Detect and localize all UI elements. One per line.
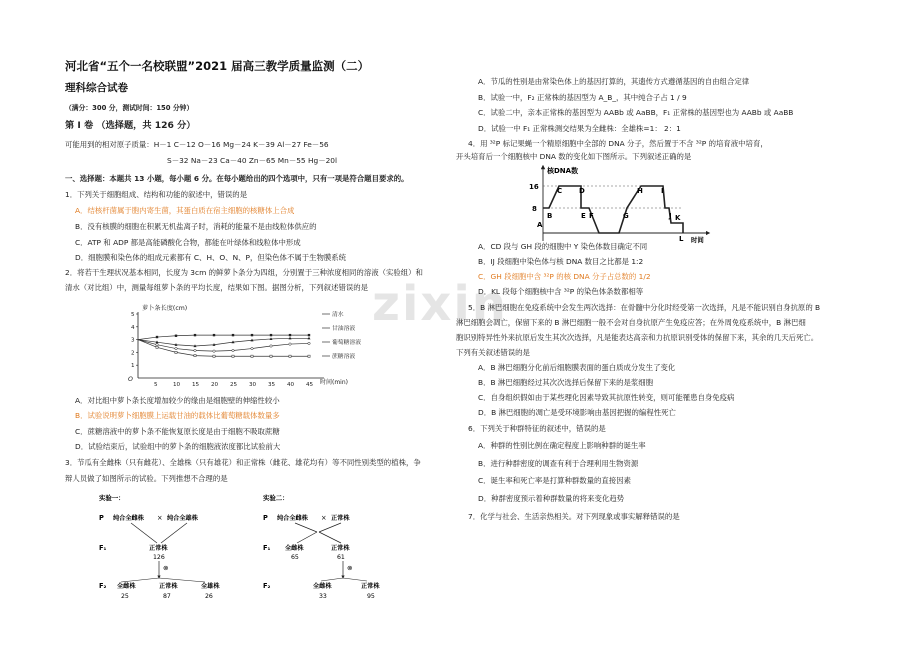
q1-option-b: B．没有核膜的细胞在积累无机盐离子时，消耗的能量不是由线粒体供应的 (75, 222, 317, 231)
chart-y-tick: 5 (131, 312, 135, 318)
q4-stem-line1: 4．用 ³²P 标记果蝇一个精原细胞中全部的 DNA 分子，然后置于不含 ³²P 的培育液中培育， (468, 139, 768, 148)
q5-stem-line3: 胞识别特异性外来抗原后发生其次次选择，凡是能表达高亲和力抗原识别受体的保留下来，其余的几天后死亡。 (456, 333, 819, 342)
data-point (251, 355, 253, 357)
q4-point-label: C (557, 187, 563, 195)
q4-x-label: 时间 (691, 236, 704, 244)
q4-point-label: K (675, 214, 681, 222)
data-point (251, 347, 253, 349)
q4-option-a: A．CD 段与 GH 段的细胞中 Y 染色体数目确定不同 (478, 242, 648, 251)
subject-title: 理科综合试卷 (65, 82, 128, 94)
q3-stem-line1: 3．节瓜有全雌株（只有雌花）、全雄株（只有雄花）和正常株（雌花、雄花均有）等不同性别类型的植株，争 (65, 458, 421, 467)
q4-ytick-16: 16 (529, 183, 539, 191)
chart-x-tick: 25 (230, 382, 238, 388)
exp1-f2-count: 87 (163, 593, 171, 600)
data-point (175, 351, 177, 353)
legend-entry: 蔗糖溶液 (332, 354, 356, 360)
data-point (232, 355, 234, 357)
q6-option-c: C．诞生率和死亡率是打算种群数量的直接因素 (478, 476, 631, 485)
q1-stem: 1．下列关于细胞组成、结构和功能的叙述中，错误的是 (65, 190, 248, 199)
q7-stem: 7．化学与社会、生活亲热相关。对下列现象或事实解释错误的是 (468, 512, 680, 521)
exp2-self-symbol: ⊗ (347, 564, 353, 572)
q2-stem-line1: 2．将若干生理状况基本相同，长度为 3cm 的鲜萝卜条分为四组，分别置于三种浓度相同的溶液（实验组）和 (65, 268, 423, 277)
q6-option-d: D．种群密度预示着种群数量的将来变化趋势 (478, 494, 625, 503)
chart-x-tick: 45 (306, 382, 314, 388)
exp2-p: P (263, 514, 268, 522)
exp2-cross: × (321, 514, 327, 522)
watermark: zixin (372, 276, 508, 332)
q4-dna-chart (523, 163, 713, 245)
data-point (213, 334, 215, 336)
exp2-f2-count: 33 (319, 593, 327, 600)
data-point (156, 346, 158, 348)
exp1-cross: × (157, 514, 163, 522)
page-title: 河北省“五个一名校联盟”2021 届高三教学质量监测（二） (65, 59, 370, 73)
chart-x-tick: 30 (249, 382, 257, 388)
chart-x-tick: 20 (211, 382, 219, 388)
q4-y-label: 核DNA数 (547, 167, 579, 175)
q5-option-a: A．B 淋巴细胞分化前后细胞膜表面的蛋白质成分发生了变化 (478, 363, 676, 372)
q3-option-a: A．节瓜的性别是由常染色体上的基因打算的，其遗传方式遵循基因的自由组合定律 (478, 77, 750, 86)
legend-entry: 葡萄糖溶液 (332, 340, 361, 346)
exp1-f1-label: 正常株 (149, 545, 168, 552)
data-point (308, 355, 310, 357)
exp1-p: P (99, 514, 104, 522)
q2-stem-line2: 清水（对比组）中，测量每组萝卜条的平均长度，结果如下图。据图分析，下列叙述错误的是 (65, 283, 369, 292)
q3-option-b: B．试验一中，F₂ 正常株的基因型为 A_B_，其中纯合子占 1 / 9 (478, 93, 687, 102)
chart-x-tick: 40 (287, 382, 295, 388)
data-point (213, 355, 215, 357)
chart-x-tick: 10 (173, 382, 181, 388)
exp1-p-left: 纯合全雌株 (113, 515, 144, 522)
exp1-f2-label: 全雄株 (201, 583, 220, 590)
q5-stem-line1: 5．B 淋巴细胞在免疫系统中会发生两次选择：在骨髓中分化时经受第一次选择，凡是不能识别自身抗原的 B (468, 303, 821, 312)
exp1-f2-count: 25 (121, 593, 129, 600)
data-point (251, 334, 253, 336)
data-point (194, 349, 196, 351)
data-point (232, 349, 234, 351)
q4-point-label: F (589, 212, 594, 220)
q6-option-a: A．种群的性别比例在确定程度上影响种群的诞生率 (478, 441, 646, 450)
chart-x-tick: 15 (192, 382, 200, 388)
data-point (270, 345, 272, 347)
exp1-f1-count: 126 (153, 554, 165, 561)
exp2-f1-count: 61 (337, 554, 345, 561)
exp1-label: 实验一： (99, 494, 125, 502)
legend-entry: 清水 (332, 312, 344, 318)
q1-option-d: D．细胞膜和染色体的组成元素都有 C、H、O、N、P，但染色体不属于生物膜系统 (75, 253, 347, 262)
chart-x-tick: 5 (154, 382, 158, 388)
exp2-f1-count: 65 (291, 554, 299, 561)
data-point (289, 355, 291, 357)
q2-option-d: D．试验结束后，试验组中的萝卜条的细胞液浓度都比试验前大 (75, 442, 281, 451)
q2-option-a: A．对比组中萝卜条长度增加较少的缘由是细胞壁的伸缩性较小 (75, 396, 280, 405)
exp1-f2-label: 全雌株 (117, 583, 136, 590)
data-point (194, 355, 196, 357)
data-point (175, 347, 177, 349)
q4-point-label: E (581, 212, 586, 220)
chart-x-label: 时间(min) (320, 379, 348, 386)
exp1-p-right: 纯合全雄株 (167, 515, 198, 522)
q4-point-label: H (637, 187, 643, 195)
data-point (308, 342, 310, 344)
q4-point-label: D (579, 187, 585, 195)
exp2-f2-label: 正常株 (361, 583, 380, 590)
q5-stem-line4: 下列有关叙述错误的是 (456, 348, 530, 357)
q3-option-d: D．试验一中 F₁ 正常株测交结果为全雌株：全雄株=1： 2：1 (478, 124, 681, 133)
exp1-self-symbol: ⊗ (163, 564, 169, 572)
q4-option-d: D．KL 段每个细胞核中含 ³²P 的染色体条数都相等 (478, 287, 644, 296)
exp1-f2-count: 26 (205, 593, 213, 600)
exp2-f2-label: 全雌株 (313, 583, 332, 590)
legend-entry: 甘油溶液 (332, 326, 356, 332)
q1-option-a: A．结核杆菌属于胞内寄生菌，其蛋白质在宿主细胞的核糖体上合成 (75, 206, 295, 215)
chart-title: 萝卜条长度(cm) (142, 305, 188, 312)
data-point (270, 355, 272, 357)
data-point (289, 334, 291, 336)
exp2-f1: F₁ (263, 544, 271, 552)
chart-y-tick: 4 (131, 324, 135, 331)
chart-y-tick: 1 (131, 363, 135, 370)
exp2-label: 实验二： (263, 494, 289, 502)
q2-line-chart (120, 300, 380, 396)
exp1-f2-label: 正常株 (159, 583, 178, 590)
q4-point-label: J (669, 212, 672, 220)
exp2-f1-label: 正常株 (331, 545, 350, 552)
data-point (156, 336, 158, 338)
chart-origin-label: O (128, 376, 133, 383)
data-point (194, 334, 196, 336)
q6-stem: 6．下列关于种群特征的叙述中，错误的是 (468, 424, 606, 433)
q2-option-c: C．蔗糖溶液中的萝卜条不能恢复原长度是由于细胞不吸取蔗糖 (75, 427, 280, 436)
exp1-f1: F₁ (99, 544, 107, 552)
q5-option-d: D．B 淋巴细胞的凋亡是受环境影响由基因把握的编程性死亡 (478, 408, 676, 417)
data-point (213, 350, 215, 352)
data-point (175, 335, 177, 337)
exam-meta: （满分：300 分，测试时间：150 分钟） (65, 104, 194, 112)
exp2-f1-label: 全雌株 (285, 545, 304, 552)
chart-y-tick: 3 (131, 337, 135, 344)
q1-option-c: C．ATP 和 ADP 都是高能磷酸化合物，都能在叶绿体和线粒体中形成 (75, 238, 301, 247)
q5-option-c: C．自身组织假如由于某些理化因素导致其抗原性转变，则可能罹患自身免疫病 (478, 393, 735, 402)
data-point (232, 334, 234, 336)
chart-x-tick: 35 (268, 382, 276, 388)
q4-point-label: B (547, 212, 553, 220)
q4-point-label: L (679, 235, 684, 243)
atomic-masses-line1: 可能用到的相对原子质量：H－1 C－12 O－16 Mg－24 K－39 Al－27 Fe－56 (65, 140, 329, 149)
q2-option-b: B．试验说明萝卜细胞膜上运载甘油的载体比葡萄糖载体数量多 (75, 411, 280, 420)
instructions: 一、选择题：本题共 13 小题，每小题 6 分。在每小题给出的四个选项中，只有一项是符合题目要求的。 (65, 174, 409, 183)
q5-stem-line2: 淋巴细胞会凋亡，保留下来的 B 淋巴细胞一般不会对自身抗原产生免疫应答；在外周免疫系统中，B 淋巴细 (456, 318, 806, 327)
exp1-f2: F₂ (99, 582, 107, 590)
q4-ytick-8: 8 (532, 205, 537, 213)
q4-point-label: G (623, 212, 629, 220)
q3-option-c: C．试验二中，亲本正常株的基因型为 AABb 或 AaBB，F₁ 正常株的基因型也为 AABb 或 AaBB (478, 108, 794, 117)
series-line-3 (138, 340, 309, 357)
q4-option-b: B．IJ 段细胞中染色体与核 DNA 数目之比都是 1:2 (478, 257, 644, 266)
data-point (289, 343, 291, 345)
exp2-p-right: 正常株 (331, 515, 350, 522)
atomic-masses-line2: S－32 Na－23 Ca－40 Zn－65 Mn－55 Hg－20l (167, 156, 338, 165)
q4-point-label: A (537, 221, 543, 229)
data-point (156, 344, 158, 346)
series-line-0 (138, 335, 309, 339)
exp2-f2-count: 95 (367, 593, 375, 600)
chart-y-tick: 2 (131, 350, 135, 357)
q4-point-label: I (661, 187, 664, 195)
q3-stem-line2: 辩人员做了如图所示的试验。下列推想不合理的是 (65, 474, 228, 483)
exp2-f2: F₂ (263, 582, 271, 590)
q3-cross-diagram (95, 490, 415, 600)
q5-option-b: B．B 淋巴细胞经过其次次选择后保留下来的是浆细胞 (478, 378, 654, 387)
exp2-p-left: 纯合全雌株 (277, 515, 308, 522)
data-point (270, 334, 272, 336)
q4-stem-line2: 开头培育后一个细胞核中 DNA 数的变化如下图所示。下列叙述正确的是 (456, 152, 692, 161)
q6-option-b: B．进行种群密度的调查有利于合理利用生物资源 (478, 459, 639, 468)
section-heading: 第 I 卷 （选择题，共 126 分） (65, 120, 196, 131)
q4-option-c: C．GH 段细胞中含 ³²P 的核 DNA 分子占总数的 1/2 (478, 272, 651, 281)
data-point (308, 334, 310, 336)
